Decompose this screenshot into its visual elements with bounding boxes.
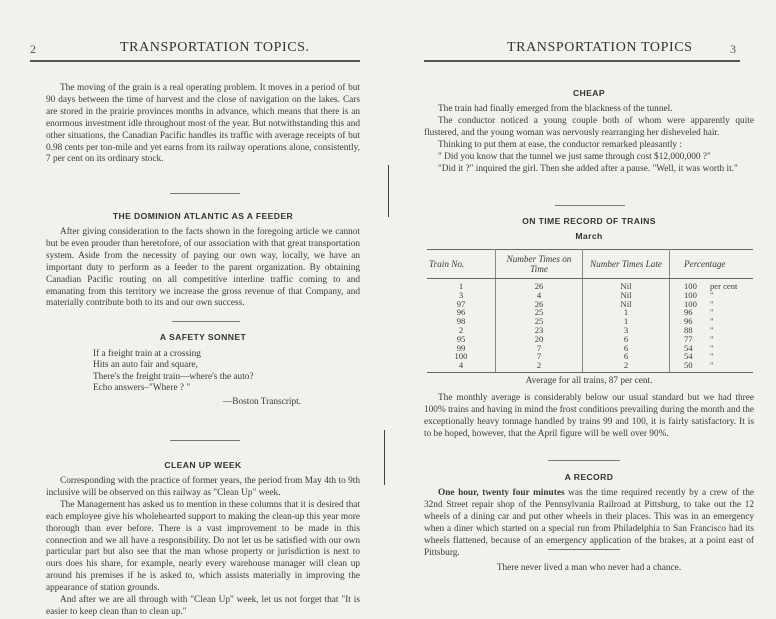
- percentage-unit: ": [710, 298, 714, 309]
- cheap-paragraph: The train had finally emerged from the blackness of the tunnel.: [438, 104, 673, 114]
- on-time-cell: 20: [496, 335, 583, 344]
- left-page-header: TRANSPORTATION TOPICS.: [120, 40, 310, 55]
- divider: [172, 321, 240, 322]
- on-time-average: Average for all trains, 87 per cent.: [525, 376, 653, 386]
- late-cell: Nil: [583, 300, 670, 309]
- table-row: [427, 361, 753, 372]
- right-page-number: 3: [730, 42, 736, 56]
- train-number-cell: 95: [427, 335, 496, 344]
- left-page: [0, 0, 388, 617]
- percentage-value: 100: [684, 298, 697, 309]
- on-time-paragraph: The monthly average is considerably below our usual standard but we had three 100% trains and having in mind the frost conditions prevailing during the month and the exceptionally heavy tonnage handled by trains 99 and 100, it is fairly satisfactory. It is to be hoped, however, that the April figure will be well over 90%.: [424, 393, 754, 439]
- late-cell: 6: [583, 335, 670, 344]
- percentage-value: 88: [684, 324, 693, 335]
- table-row: [427, 279, 753, 291]
- late-cell: 1: [583, 308, 670, 317]
- train-number-cell: 100: [427, 352, 496, 361]
- train-number-cell: 4: [427, 361, 496, 372]
- percentage-unit: ": [710, 351, 714, 362]
- percentage-unit: ": [710, 333, 714, 344]
- train-number-cell: 2: [427, 326, 496, 335]
- sonnet-attribution: —Boston Transcript.: [223, 397, 302, 407]
- right-header-rule: [424, 60, 740, 62]
- percentage-value: 50: [684, 360, 693, 371]
- cheap-paragraph: "Did it ?" inquired the girl. Then she added after a pause. "Well, it was worth it.": [438, 163, 738, 174]
- percentage-unit: ": [710, 324, 714, 335]
- divider: [170, 193, 240, 194]
- late-cell: 1: [583, 317, 670, 326]
- divider: [555, 205, 625, 206]
- table-row: [427, 308, 753, 317]
- table-header-row: [427, 250, 753, 279]
- late-cell: Nil: [583, 291, 670, 300]
- column-header: Percentage: [670, 250, 754, 279]
- on-time-cell: 26: [496, 279, 583, 291]
- percentage-unit: ": [710, 342, 714, 353]
- dominion-article: [46, 227, 360, 310]
- dominion-paragraph: After giving consideration to the facts shown in the foregoing article we cannot but be even prouder than heretofore, of our association with that great transportation system. Aside from the necessity of paying our own way, locally, we have an important duty to perform as a feeder to the parent organization. By obtaining Canadian Pacific routing on all competitive interline traffic coming to and emanating from this territory we increase the gross revenue of that Company, and materially contribute both to its and our own success.: [46, 227, 360, 309]
- on-time-cell: 25: [496, 317, 583, 326]
- column-header: Number Times on Time: [496, 250, 583, 279]
- percentage-value: 96: [684, 307, 693, 318]
- cleanup-paragraph: Corresponding with the practice of former years, the period from May 4th to 9th inclusive will be observed on this railway as "Clean Up" week.: [46, 476, 360, 498]
- sonnet-poem: [93, 349, 254, 394]
- late-cell: 6: [583, 352, 670, 361]
- cheap-paragraph: " Did you know that the tunnel we just same through cost $12,000,000 ?": [438, 151, 711, 162]
- cheap-paragraph: Thinking to put them at ease, the conductor remarked pleasantly :: [438, 139, 682, 150]
- closing-line: There never lived a man who never had a chance.: [496, 563, 682, 573]
- late-cell: 2: [583, 361, 670, 372]
- table-row: [427, 352, 753, 361]
- percentage-value: 54: [684, 342, 693, 353]
- train-number-cell: 97: [427, 300, 496, 309]
- table-row: [427, 326, 753, 335]
- table-row: [427, 317, 753, 326]
- sonnet-heading: A SAFETY SONNET: [159, 332, 247, 342]
- percentage-unit: ": [710, 316, 714, 327]
- train-number-cell: 3: [427, 291, 496, 300]
- train-number-cell: 96: [427, 308, 496, 317]
- percentage-unit: ": [710, 289, 714, 300]
- on-time-cell: 7: [496, 352, 583, 361]
- column-header: Train No.: [427, 250, 496, 279]
- poem-line: There's the freight train—where's the auto?: [93, 371, 254, 382]
- percentage-value: 54: [684, 351, 693, 362]
- train-number-cell: 1: [427, 279, 496, 291]
- record-body: was the time required recently by a crew of the 32nd Street repair shop of the Pennsylvania Railroad at Pittsburg, to take out the 12 wheels of a dining car and put other wheels in their places. This was in an emergency when a diner which started on a special run from Philadelphia to San Francisco had its wheels flattened, because of an emergency application of the brakes, at a point east of Pittsburg.: [424, 488, 754, 558]
- cleanup-article: [46, 476, 360, 619]
- poem-line: Hits an auto fair and square,: [93, 360, 198, 371]
- late-cell: 6: [583, 344, 670, 353]
- right-page-header: TRANSPORTATION TOPICS: [507, 40, 693, 55]
- divider: [170, 440, 240, 441]
- late-cell: Nil: [583, 279, 670, 291]
- record-lead: One hour, twenty four minutes: [438, 488, 565, 498]
- table-row: [427, 344, 753, 353]
- on-time-cell: 26: [496, 300, 583, 309]
- percentage-cell: [670, 361, 754, 372]
- on-time-subheading: March: [575, 231, 603, 241]
- divider: [548, 460, 620, 461]
- on-time-cell: 25: [496, 308, 583, 317]
- cleanup-heading: CLEAN UP WEEK: [164, 460, 242, 470]
- left-header-rule: [30, 60, 360, 62]
- dominion-heading: THE DOMINION ATLANTIC AS A FEEDER: [112, 211, 294, 221]
- on-time-cell: 23: [496, 326, 583, 335]
- column-header: Number Times Late: [583, 250, 670, 279]
- percentage-value: 100: [684, 289, 697, 300]
- on-time-cell: 4: [496, 291, 583, 300]
- percentage-unit: ": [710, 307, 714, 318]
- on-time-article: [424, 393, 754, 441]
- percentage-value: 77: [684, 333, 693, 344]
- poem-line: Echo answers–"Where ? ": [93, 382, 191, 393]
- left-page-number: 2: [30, 42, 36, 56]
- percentage-unit: per cent: [710, 281, 738, 291]
- poem-line: If a freight train at a crossing: [93, 349, 201, 359]
- binding-mark: [384, 430, 385, 485]
- table-row: [427, 300, 753, 309]
- on-time-cell: 7: [496, 344, 583, 353]
- intro-article: [46, 83, 360, 166]
- cleanup-paragraph: And after we are all through with "Clean Up" week, let us not forget that "It is easier to keep clean than to clean up.": [46, 595, 360, 617]
- table-row: [427, 335, 753, 344]
- percentage-unit: ": [710, 360, 714, 371]
- right-page: [388, 0, 776, 600]
- percentage-value: 100: [684, 281, 697, 291]
- record-heading: A RECORD: [564, 472, 614, 482]
- cheap-paragraph: The conductor noticed a young couple both of whom were apparently quite flustered, and the young woman was nervously rearranging her disheveled hair.: [424, 115, 754, 138]
- divider: [548, 549, 620, 550]
- late-cell: 3: [583, 326, 670, 335]
- intro-paragraph: The moving of the grain is a real operating problem. It moves in a period of but 90 days between the time of harvest and the close of navigation on the lakes. Cars are stored in the prairie provinces months in advance, which means that there is an enormous investment idle throughout most of the year. But notwithstanding this and other situations, the Canadian Pacific handles its traffic with average receipts of but 0.98 cents per ton-mile and yet earns from its railway operations alone, consistently, 7 per cent on its ordinary stock.: [46, 83, 360, 165]
- train-number-cell: 98: [427, 317, 496, 326]
- cheap-heading: CHEAP: [572, 88, 606, 98]
- on-time-heading: ON TIME RECORD OF TRAINS: [522, 216, 656, 226]
- on-time-cell: 2: [496, 361, 583, 372]
- train-number-cell: 99: [427, 344, 496, 353]
- cheap-article: [424, 104, 754, 175]
- on-time-table: [427, 249, 753, 373]
- cleanup-paragraph: The Management has asked us to mention in these columns that it is desired that each employee give his wholehearted support to making the clean-up this year more thorough than ever before. There is a vast improvement to be made in this connection and we all have a responsibility. Do not let us be satisfied with our own particular part but also see that the man whose property or jurisdiction is next to ours does his share, for example, nearly every warehouse manager will clean up around his premises if he is asked to, which assists materially in improving the appearance of station grounds.: [46, 499, 360, 594]
- table-row: [427, 291, 753, 300]
- percentage-value: 96: [684, 316, 693, 327]
